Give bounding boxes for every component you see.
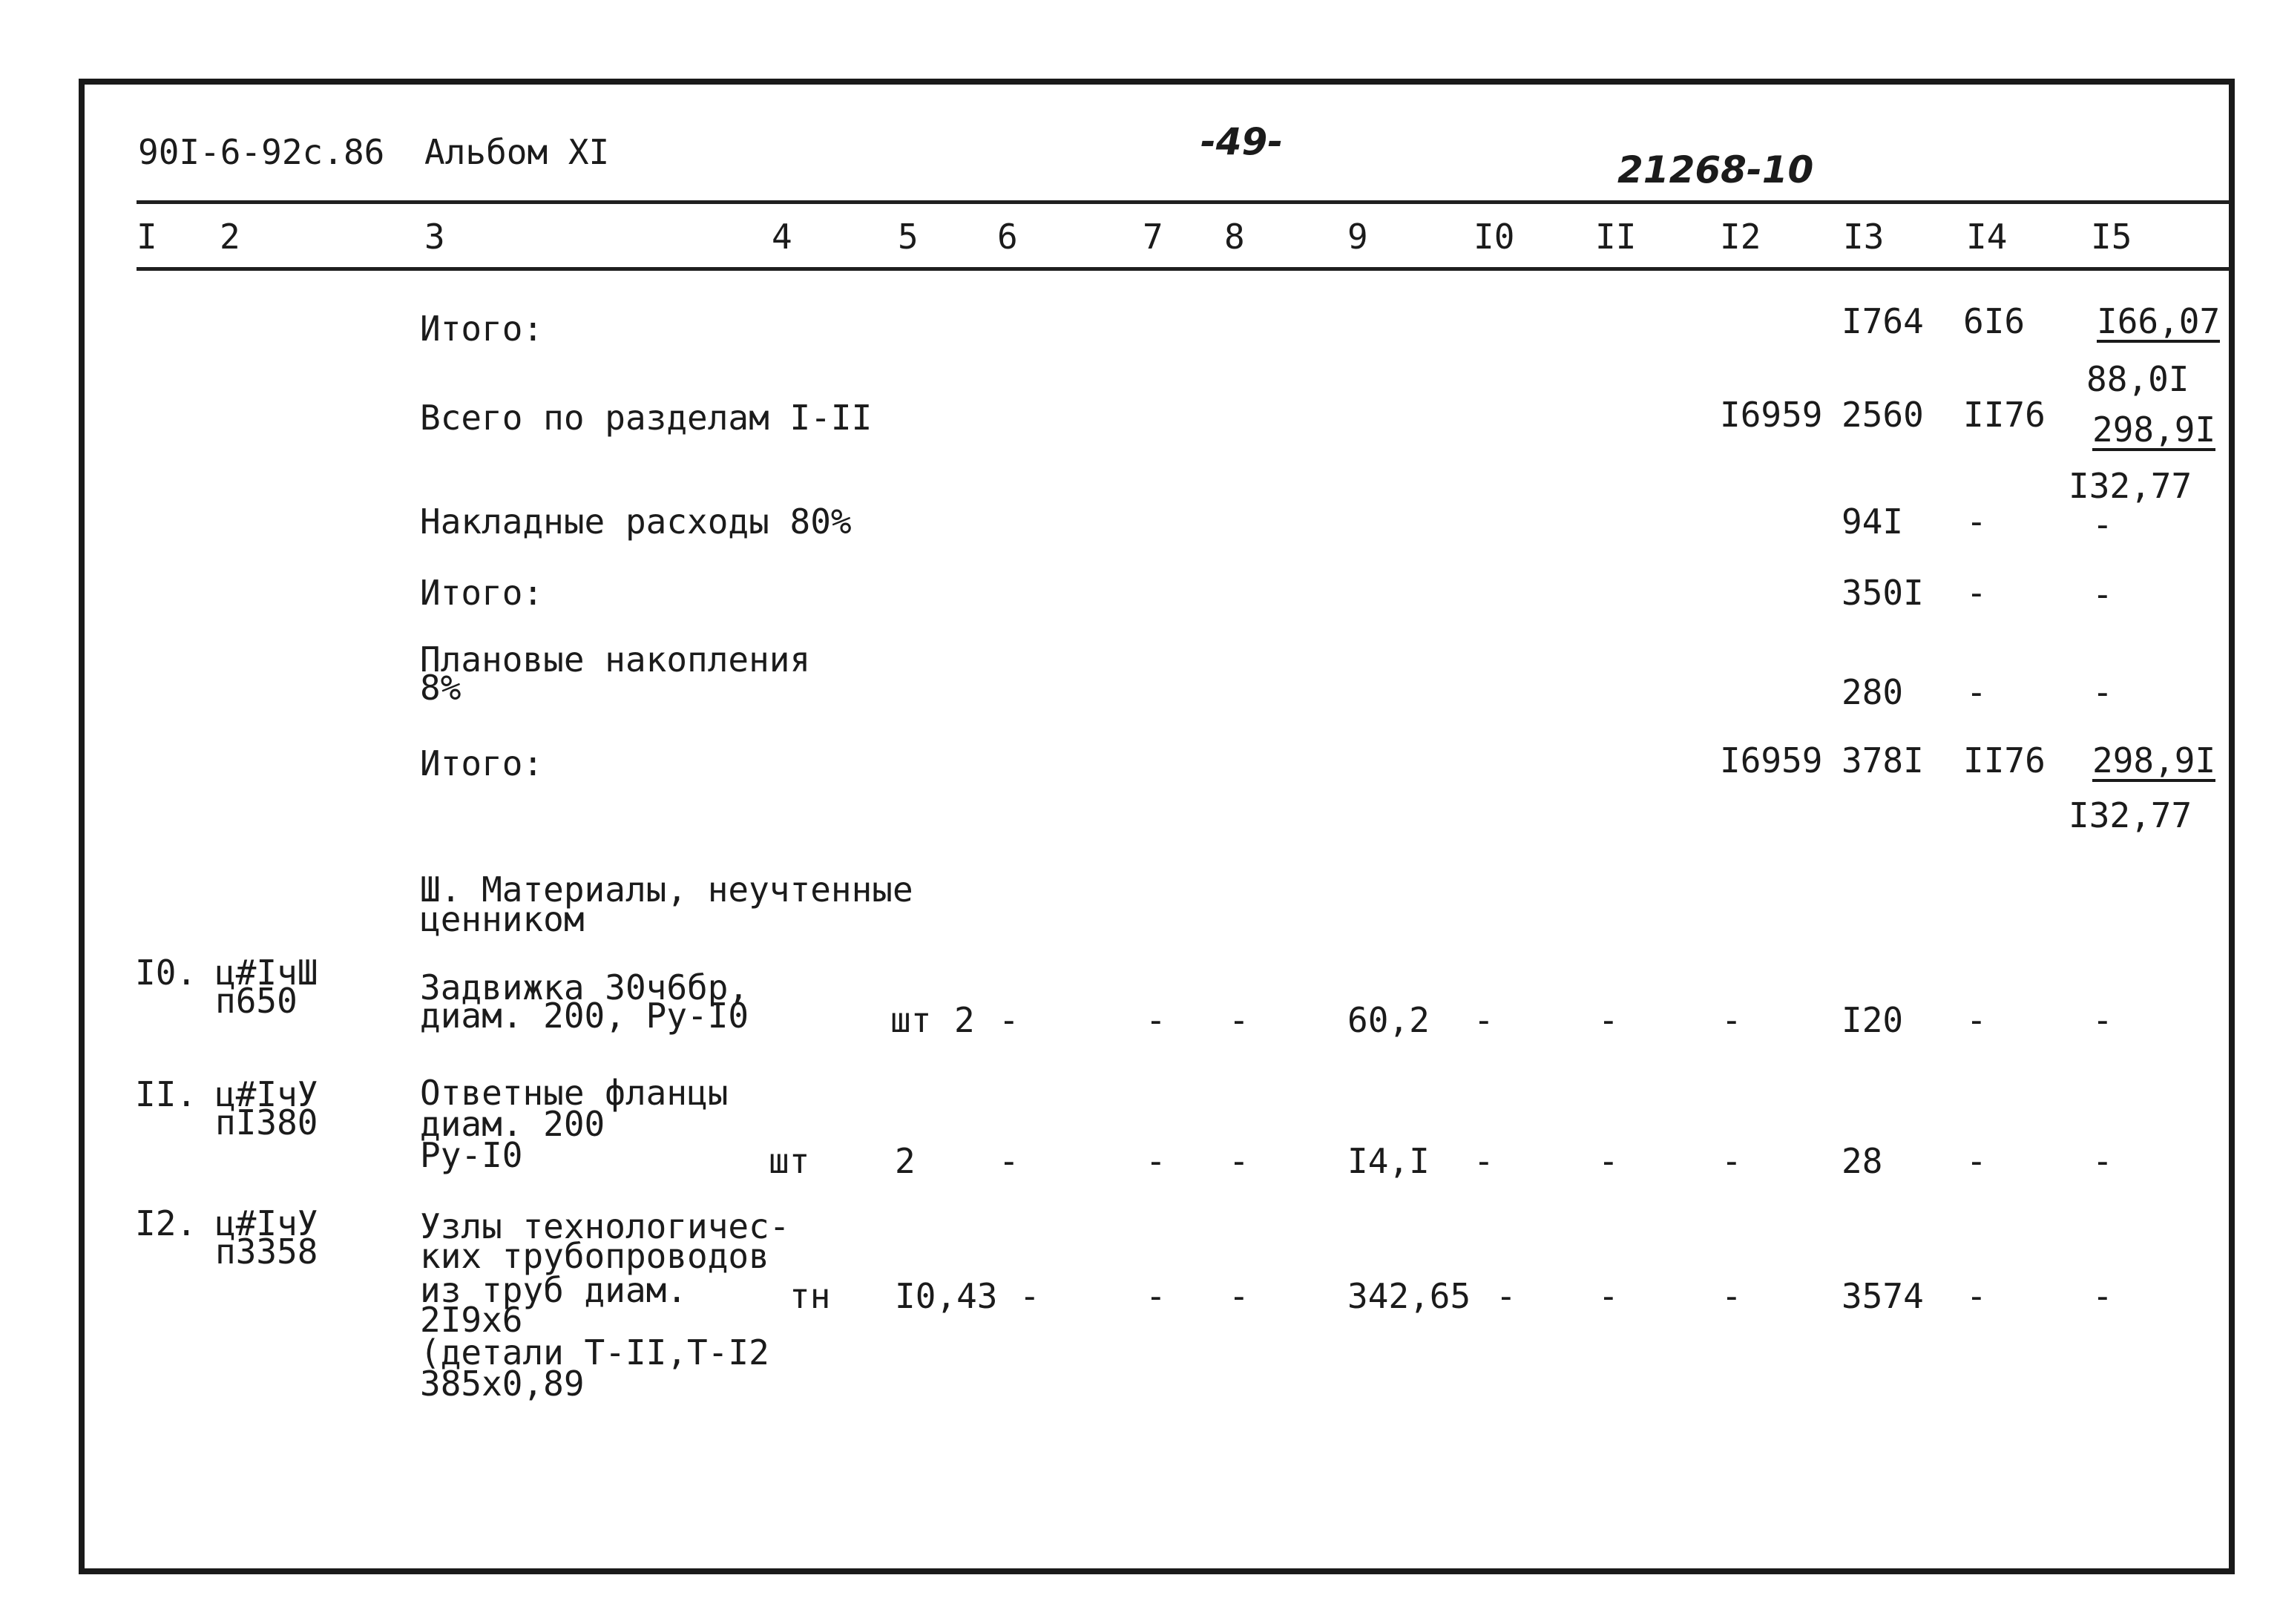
col-header-4: 4 [772, 217, 792, 257]
item-12-c13: 3574 [1842, 1276, 1924, 1316]
row-nakladnye-c14: - [1966, 502, 1987, 542]
row-nakladnye-c13: 94I [1842, 502, 1904, 542]
col-header-7: 7 [1143, 217, 1163, 257]
row-itogo-2-label: Итого: [420, 573, 544, 613]
row-vsego-c14: II76 [1963, 395, 2046, 435]
item-12-c10: - [1496, 1276, 1517, 1316]
item-12-desc-3: из труб диам. [420, 1270, 688, 1310]
item-10-qty: 2 [954, 1000, 975, 1040]
item-10-c12: - [1721, 1000, 1742, 1040]
item-10-c14: - [1966, 1000, 1987, 1040]
row-vsego-c15-bottom: I32,77 [2069, 466, 2192, 506]
row-itogo-3-c15-top: 298,9I [2092, 740, 2216, 780]
item-12-c15: - [2092, 1276, 2113, 1316]
item-10-c9: 60,2 [1347, 1000, 1430, 1040]
section-3-title-2: ценником [420, 899, 585, 939]
item-11-c14: - [1966, 1141, 1987, 1181]
item-12-c8: - [1229, 1276, 1249, 1316]
item-12-desc-5: (детали Т-II,Т-I2 [420, 1332, 769, 1372]
row-itogo-2-c15: - [2092, 574, 2113, 614]
item-10-code-2: п650 [215, 981, 298, 1021]
item-11-qty: 2 [895, 1141, 916, 1181]
album-label: Альбом XI [424, 132, 610, 172]
row-itogo-1-c15-bottom: 88,0I [2086, 359, 2189, 399]
item-10-c15: - [2092, 1000, 2113, 1040]
col-header-3: 3 [424, 217, 445, 257]
item-10-c13: I20 [1842, 1000, 1904, 1040]
item-11-code-1: ц#IчУ [215, 1074, 318, 1114]
row-nakladnye-c15: - [2092, 504, 2113, 545]
section-3-title-1: Ш. Материалы, неучтенные [420, 869, 913, 910]
item-12-c11: - [1598, 1276, 1619, 1316]
item-11-c12: - [1721, 1141, 1742, 1181]
item-12-num: I2. [135, 1203, 197, 1243]
row-itogo-3-label: Итого: [420, 743, 544, 783]
header-rule [137, 200, 2230, 204]
item-12-c12: - [1721, 1276, 1742, 1316]
item-12-c9: 342,65 [1347, 1276, 1471, 1316]
row-vsego-label: Всего по разделам I-II [420, 398, 873, 438]
row-planovye-label-2: 8% [420, 668, 461, 708]
row-planovye-c13: 280 [1842, 672, 1904, 712]
item-11-c13: 28 [1842, 1141, 1883, 1181]
col-header-14: I4 [1966, 217, 2008, 257]
item-12-desc-1: Узлы технологичес- [420, 1206, 790, 1246]
row-itogo-3-c13: 378I [1842, 740, 1924, 780]
col-header-8: 8 [1224, 217, 1245, 257]
item-12-unit: тн [789, 1276, 831, 1316]
item-12-c6: - [1019, 1276, 1040, 1316]
row-itogo-3-c14: II76 [1963, 740, 2046, 780]
item-11-unit: шт [769, 1141, 810, 1181]
item-12-desc-6: 385х0,89 [420, 1364, 585, 1404]
row-planovye-c15: - [2092, 672, 2113, 712]
item-12-desc-2: ких трубопроводов [420, 1236, 769, 1276]
item-11-num: II. [135, 1074, 197, 1114]
row-vsego-c12: I6959 [1720, 395, 1823, 435]
col-header-13: I3 [1843, 217, 1885, 257]
col-header-5: 5 [898, 217, 919, 257]
row-itogo-2-c13: 350I [1842, 573, 1924, 613]
item-11-c11: - [1598, 1141, 1619, 1181]
item-11-c9: I4,I [1347, 1141, 1430, 1181]
item-11-c8: - [1229, 1141, 1249, 1181]
row-itogo-1-c13: I764 [1842, 301, 1924, 341]
item-11-c6: - [999, 1141, 1019, 1181]
row-itogo-1-c15-top: I66,07 [2097, 301, 2221, 341]
item-12-desc-4: 2I9х6 [420, 1300, 523, 1340]
row-itogo-3-c12: I6959 [1720, 740, 1823, 780]
item-10-c8: - [1229, 1000, 1249, 1040]
item-10-c6: - [999, 1000, 1019, 1040]
item-12-code-2: п3358 [215, 1232, 318, 1272]
item-11-c15: - [2092, 1141, 2113, 1181]
page-number: -49- [1200, 120, 1284, 163]
row-planovye-label-1: Плановые накопления [420, 640, 811, 680]
col-header-10: I0 [1474, 217, 1515, 257]
row-nakladnye-label: Накладные расходы 80% [420, 502, 852, 542]
row-planovye-c14: - [1966, 672, 1987, 712]
row-vsego-c13: 2560 [1842, 395, 1924, 435]
row-itogo-1-label: Итого: [420, 309, 544, 349]
item-10-num: I0. [135, 953, 197, 993]
item-12-qty: I0,43 [895, 1276, 998, 1316]
item-10-c11: - [1598, 1000, 1619, 1040]
stamp-number: 21268-10 [1617, 148, 1814, 191]
item-11-c7: - [1146, 1141, 1166, 1181]
item-10-unit: шт [890, 1000, 932, 1040]
col-header-9: 9 [1347, 217, 1368, 257]
row-vsego-c15-top: 298,9I [2092, 410, 2216, 450]
col-header-12: I2 [1720, 217, 1761, 257]
column-header-rule [137, 267, 2230, 271]
col-header-15: I5 [2091, 217, 2132, 257]
item-10-c10: - [1474, 1000, 1494, 1040]
item-10-desc-2: диам. 200, Ру-I0 [420, 996, 749, 1036]
item-10-desc-1: Задвижка 30ч6бр, [420, 967, 749, 1007]
row-itogo-1-c14: 6I6 [1963, 301, 2026, 341]
col-header-2: 2 [220, 217, 240, 257]
item-12-code-1: ц#IчУ [215, 1203, 318, 1243]
item-11-desc-1: Ответные фланцы [420, 1073, 729, 1113]
doc-code: 90I-6-92с.86 [138, 132, 385, 172]
item-11-desc-2: диам. 200 [420, 1104, 605, 1144]
item-11-c10: - [1474, 1141, 1494, 1181]
item-11-code-2: пI380 [215, 1102, 318, 1143]
col-header-11: II [1595, 217, 1637, 257]
item-11-desc-3: Ру-I0 [420, 1135, 523, 1175]
item-10-code-1: ц#IчШ [215, 953, 318, 993]
item-10-c7: - [1146, 1000, 1166, 1040]
row-itogo-3-c15-bottom: I32,77 [2069, 795, 2192, 835]
item-12-c14: - [1966, 1276, 1987, 1316]
item-12-c7: - [1146, 1276, 1166, 1316]
col-header-6: 6 [997, 217, 1018, 257]
col-header-1: I [137, 217, 157, 257]
row-itogo-2-c14: - [1966, 573, 1987, 613]
